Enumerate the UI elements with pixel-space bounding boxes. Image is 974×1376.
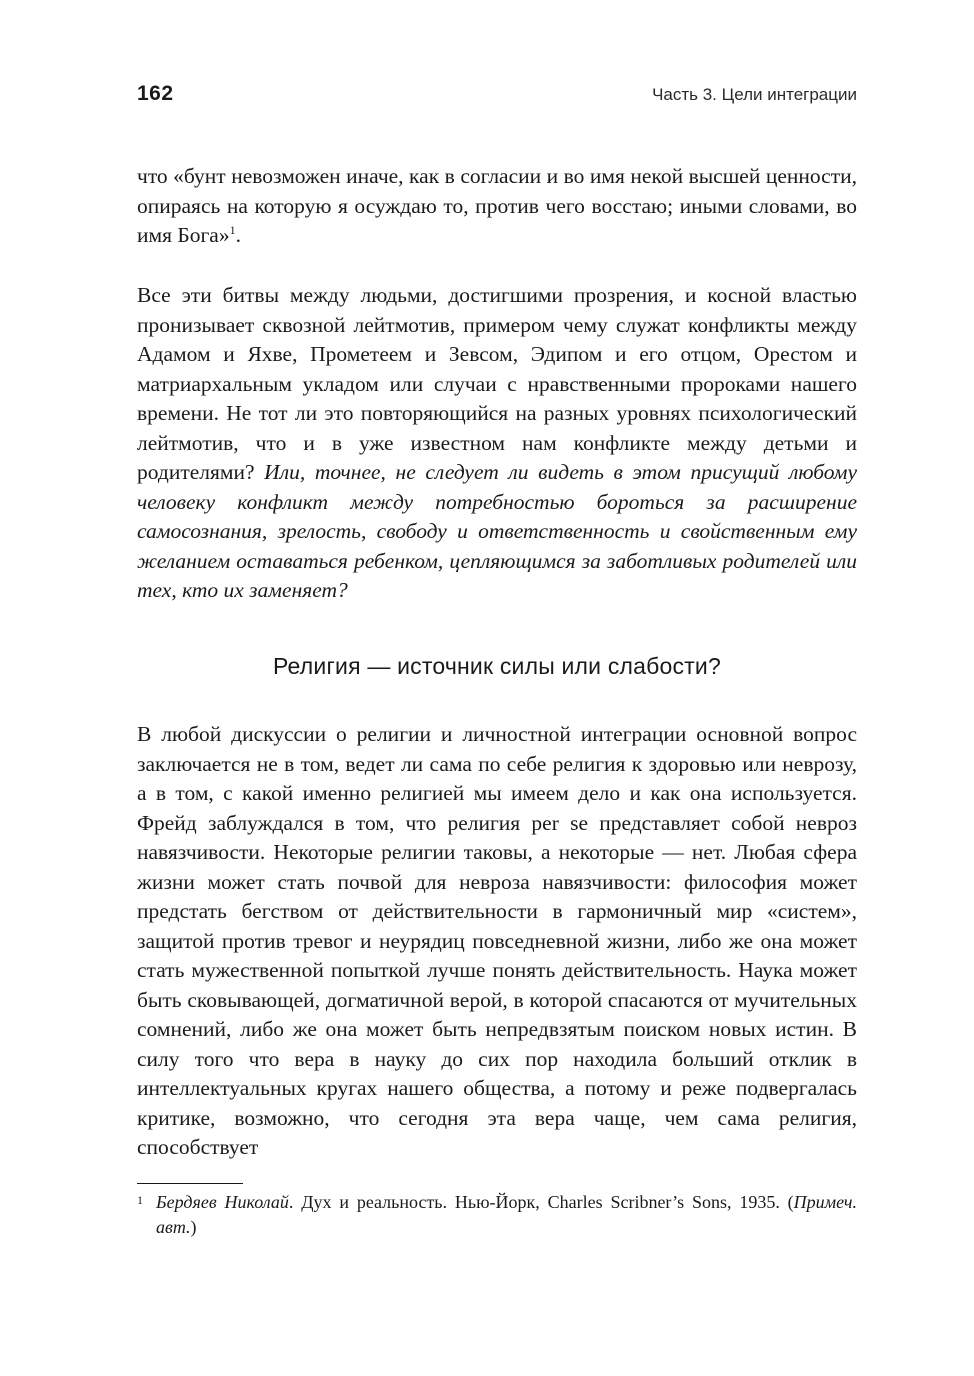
paragraph-2-italic: Или, точнее, не следует ли видеть в этом присущий любому человеку конфликт между потребностью бороться за расширение самосознания, зрелость, свободу и ответственность и свойственным ему желанием оставаться ребенком, цепляющимся за заботливых родителей или тех, кто их заменяет? bbox=[137, 460, 857, 602]
running-head: Часть 3. Цели интеграции bbox=[652, 85, 857, 104]
footnote-note: Примеч. авт. bbox=[156, 1192, 857, 1237]
paragraph-3-text: В любой дискуссии о религии и личностной интеграции основной вопрос заключается не в том, ведет ли сама по себе религия к здоровью или неврозу, а в том, с какой именно религией мы имеем дело и как она используется. Фрейд заблуждался в том, что религия per se представляет собой невроз навязчивости. Некоторые религии таковы, а некоторые — нет. Любая сфера жизни может стать почвой для невроза навязчивости: философия может предстать бегством от действительности в гармоничный мир «систем», защитой против тревог и неурядиц повседневной жизни, либо же она может стать мужественной попыткой лучше понять действительность. Наука может быть сковывающей, догматичной верой, в которой спасаются от мучительных сомнений, либо же она может быть непредвзятым поиском новых истин. В силу того что вера в науку до сих пор находила больший отклик в интеллектуальных кругах нашего общества, а потому и реже подвергалась критике, возможно, что сегодня эта вера чаще, чем сама религия, способствует bbox=[137, 722, 857, 1159]
paragraph-3 bbox=[137, 720, 857, 1163]
page-number: 162 bbox=[137, 82, 174, 105]
footnote-author: Бердяев Николай bbox=[156, 1192, 289, 1212]
footnote-divider bbox=[137, 1183, 243, 1184]
paragraph-1-end: . bbox=[235, 223, 241, 247]
footnote bbox=[137, 1190, 857, 1240]
paragraph-2-text: Все эти битвы между людьми, достигшими прозрения, и косной властью пронизывает сквозной лейтмотив, примером чему служат конфликты между Адамом и Яхве, Прометеем и Зевсом, Эдипом и его отцом, Орестом и матриархальным укладом или случаи с нравственными пророками нашего времени. Не тот ли это повторяющийся на разных уровнях психологический лейтмотив, что и в уже известном нам конфликте между детьми и родителями? bbox=[137, 283, 857, 484]
page-header bbox=[137, 82, 857, 112]
footnote-number: 1 bbox=[137, 1193, 143, 1207]
footnote-reference[interactable]: 1 bbox=[229, 222, 236, 237]
paragraph-1-text: что «бунт невозможен иначе, как в согласии и во имя некой высшей ценности, опираясь на которую я осуждаю то, против чего восстаю; иными словами, во имя Бога» bbox=[137, 164, 857, 247]
section-heading: Религия — источник силы или слабости? bbox=[273, 653, 721, 679]
footnote-citation: . Дух и реальность. Нью-Йорк, Charles Scribner’s Sons, 1935. ( bbox=[288, 1192, 794, 1212]
footnote-close: ) bbox=[190, 1217, 197, 1237]
paragraph-1 bbox=[137, 162, 857, 251]
paragraph-2 bbox=[137, 281, 857, 606]
